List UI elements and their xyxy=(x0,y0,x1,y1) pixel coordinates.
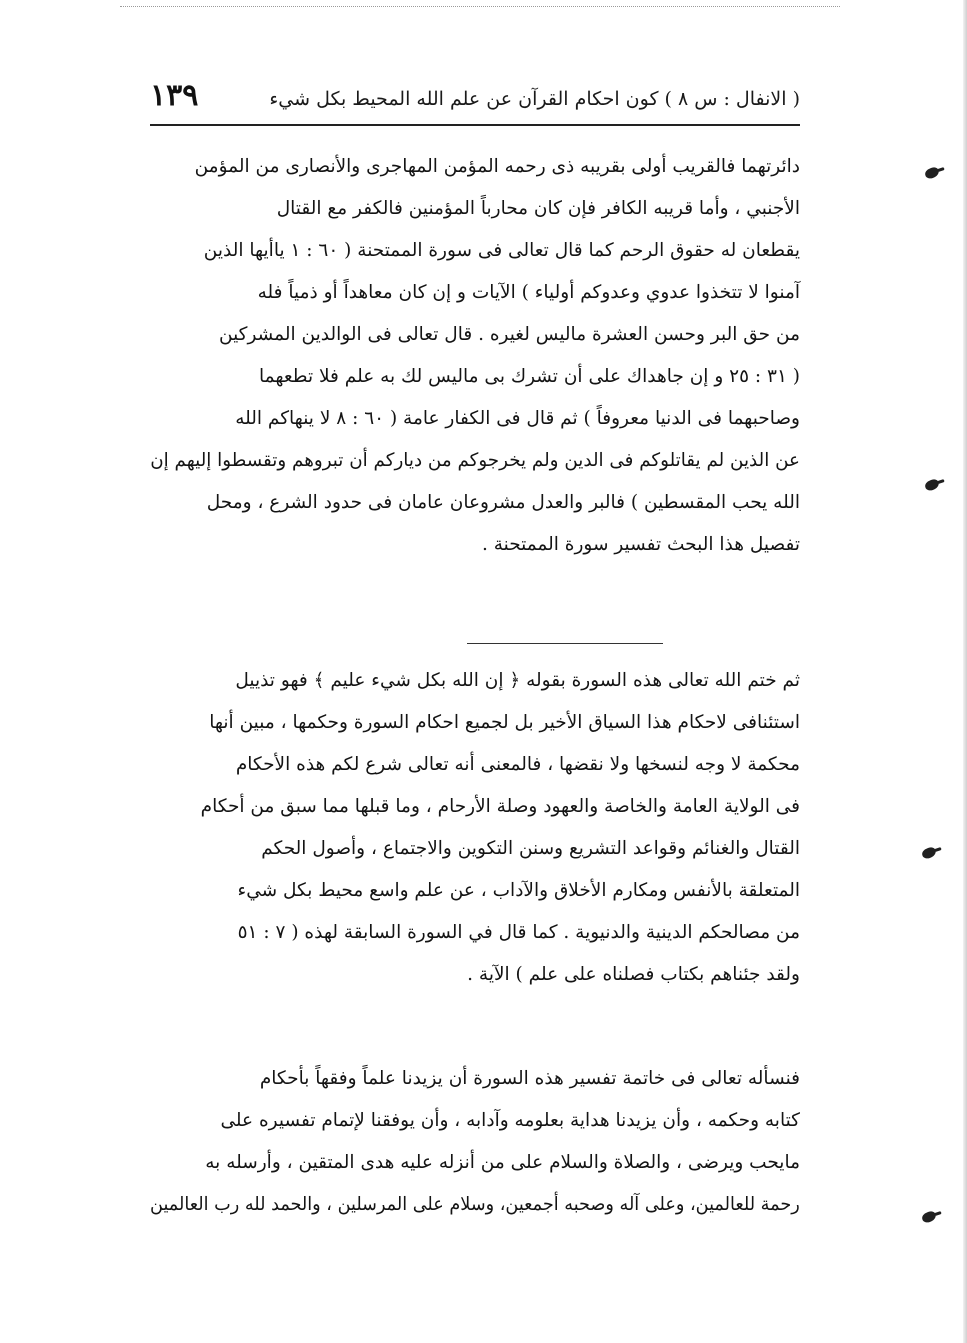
header-rule xyxy=(150,124,800,126)
text-line: تفصيل هذا البحث تفسير سورة الممتحنة . xyxy=(481,534,800,555)
text-line: استئنافى لاحكام هذا السياق الأخير بل لجميع احكام السورة وحكمها ، مبين أنها xyxy=(209,712,800,733)
text-line: يقطعان له حقوق الرحم كما قال تعالى فى سورة الممتحنة ( ٦٠ : ١ ياأيها الذين xyxy=(203,240,800,261)
text-line: فى الولاية العامة والخاصة والعهود وصلة الأرحام ، وما قبلها مما سبق من أحكام xyxy=(200,796,800,817)
text-line: كتابه وحكمه ، وأن يزيدنا هداية بعلومه وآدابه ، وأن يوفقنا لإتمام تفسيره على xyxy=(220,1110,800,1131)
text-line: دائرتهما فالقريب أولى بقريبه ذى رحمه المؤمن المهاجرى والأنصارى من المؤمن xyxy=(194,156,800,177)
binding-hole-mark-icon xyxy=(924,166,940,180)
text-line: محكمة لا وجه لنسخها ولا نقضها ، فالمعنى أنه تعالى شرع لكم هذه الأحكام xyxy=(235,754,800,775)
paragraph-1 xyxy=(150,146,800,566)
text-line: الله يحب المقسطين ) فالبر والعدل مشروعان عامان فى حدود الشرع ، ومحل xyxy=(206,492,800,513)
text-line: من مصالحكم الدينية والدنيوية . كما قال في السورة السابقة لهذه ( ٧ : ٥١ xyxy=(237,922,800,943)
section-divider xyxy=(467,643,663,644)
text-line: رحمة للعالمين، وعلى آله وصحبه أجمعين، وسلام على المرسلين ، والحمد لله رب العالمين xyxy=(150,1194,800,1215)
text-line: مايحب ويرضى ، والصلاة والسلام على من أنزله عليه هدى المتقين ، وأرسله به xyxy=(205,1152,800,1173)
binding-hole-mark-icon xyxy=(921,846,937,860)
paragraph-3 xyxy=(150,1058,800,1226)
running-head: ( الانفال : س ٨ ) كون احكام القرآن عن علم الله المحيط بكل شيء xyxy=(269,88,800,110)
text-line: وصاحبهما فى الدنيا معروفاً ) ثم قال فى الكفار عامة ( ٦٠ : ٨ لا ينهاكم الله xyxy=(235,408,800,429)
text-line: الأجنبي ، وأما قريبه الكافر فإن كان محارباً المؤمنين فالكفر مع القتال xyxy=(276,198,800,219)
page-number: ١٣٩ xyxy=(150,78,199,113)
text-line: ( ٣١ : ٢٥ و إن جاهداك على أن تشرك بى ماليس لك به علم فلا تطعهما xyxy=(259,366,800,387)
paragraph-2 xyxy=(150,660,800,996)
binding-hole-mark-icon xyxy=(921,1210,937,1224)
page-header xyxy=(150,78,800,128)
text-line: من حق البر وحسن العشرة ماليس لغيره . قال تعالى فى الوالدين المشركين xyxy=(219,324,800,345)
text-line: ثم ختم الله تعالى هذه السورة بقوله ﴿ إن الله بكل شيء عليم ﴾ فهو تذييل xyxy=(235,670,800,691)
binding-hole-mark-icon xyxy=(924,478,940,492)
text-line: ولقد جئناهم بكتاب فصلناه على علم ) الآية . xyxy=(467,964,800,985)
text-line: آمنوا لا تتخذوا عدوي وعدوكم أولياء ) الآيات و إن كان معاهداً أو ذمياً فله xyxy=(257,282,800,303)
text-line: فنسأله تعالى فى خاتمة تفسير هذه السورة أن يزيدنا علماً وفقهاً بأحكام xyxy=(259,1068,800,1089)
text-line: عن الذين لم يقاتلوكم فى الدين ولم يخرجوكم من دياركم أن تبروهم وتقسطوا إليهم إن xyxy=(150,450,800,471)
text-line: المتعلقة بالأنفس ومكارم الأخلاق والآداب ، عن علم واسع محيط بكل شيء xyxy=(237,880,800,901)
text-line: القتال والغنائم وقواعد التشريع وسنن التكوين والاجتماع ، وأصول الحكم xyxy=(261,838,800,859)
